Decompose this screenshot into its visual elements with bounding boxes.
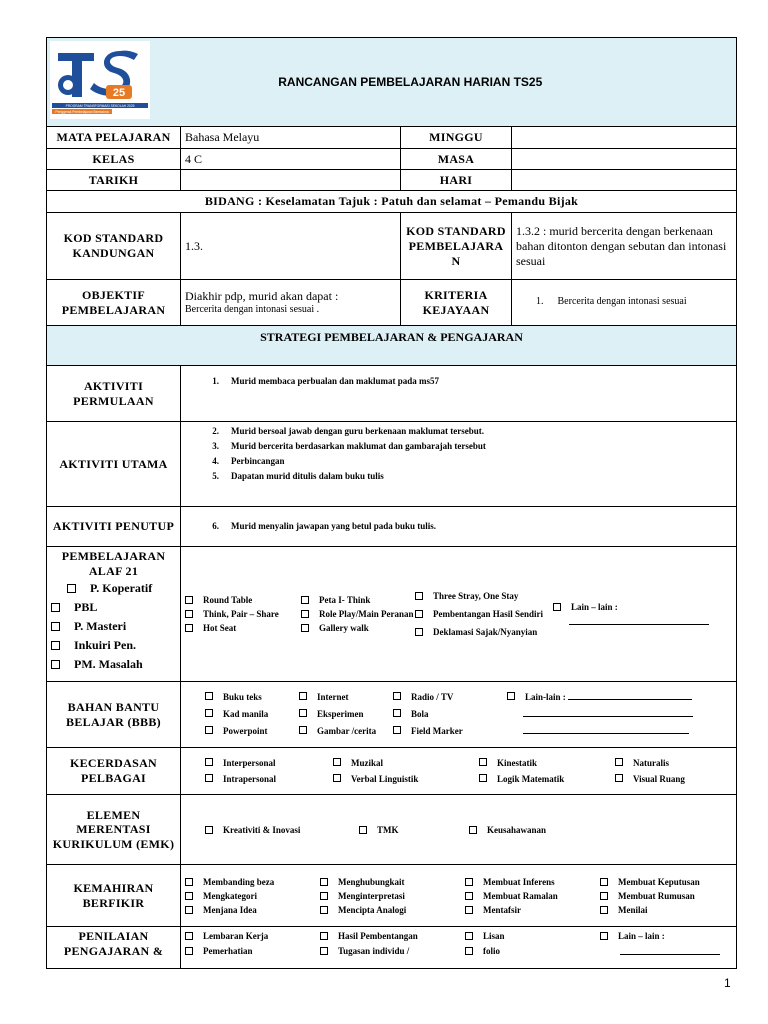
- value-tarikh[interactable]: [181, 170, 401, 191]
- checkbox-icon[interactable]: [615, 774, 623, 782]
- checkbox-icon[interactable]: [51, 660, 60, 669]
- alaf21-methods-cell: [181, 547, 737, 682]
- row-aktiviti-utama: [47, 422, 737, 507]
- checkbox-icon[interactable]: [393, 692, 401, 700]
- kb-membuat-rumusan[interactable]: Membuat Rumusan: [600, 889, 730, 903]
- checkbox-icon[interactable]: [185, 624, 193, 632]
- kecerdasan-grid: [205, 755, 732, 787]
- pn-lembaran-kerja[interactable]: Lembaran Kerja: [185, 929, 320, 944]
- kb-membanding-beza[interactable]: Membanding beza: [185, 875, 320, 889]
- bidang-text: BIDANG : Keselamatan Tajuk : Patuh dan selamat – Pemandu Bijak: [47, 191, 737, 213]
- bbb-lain-lain[interactable]: Lain-lain :: [507, 689, 727, 706]
- kb-menjana-idea[interactable]: Menjana Idea: [185, 903, 320, 917]
- kb-membuat-inferens[interactable]: Membuat Inferens: [465, 875, 600, 889]
- pn-hasil-pembentangan[interactable]: Hasil Pembentangan: [320, 929, 465, 944]
- pn-pemerhatian[interactable]: Pemerhatian: [185, 944, 320, 959]
- bbb-eksperimen[interactable]: Eksperimen: [299, 706, 393, 723]
- bbb-col-2: [299, 689, 393, 740]
- label-penilaian: PENILAIAN PENGAJARAN &: [47, 927, 181, 969]
- checkbox-icon[interactable]: [185, 947, 193, 955]
- bbb-buku-teks[interactable]: Buku teks: [205, 689, 299, 706]
- kp-intrapersonal[interactable]: Intrapersonal: [205, 771, 333, 787]
- checkbox-icon[interactable]: [393, 709, 401, 717]
- value-minggu[interactable]: [512, 127, 737, 149]
- kemahiran-cell: [181, 865, 737, 927]
- kp-kinestatik[interactable]: Kinestatik: [479, 755, 615, 771]
- checkbox-icon[interactable]: [299, 692, 307, 700]
- list-item: 4. Perbincangan: [212, 456, 285, 466]
- checkbox-icon[interactable]: [479, 774, 487, 782]
- method-think-pair-share[interactable]: Think, Pair – Share: [185, 607, 301, 621]
- checkbox-icon[interactable]: [415, 592, 423, 600]
- aktiviti-penutup-cell[interactable]: [181, 507, 737, 547]
- aktiviti-permulaan-cell[interactable]: [181, 366, 737, 422]
- row-aktiviti-penutup: [47, 507, 737, 547]
- checkbox-icon[interactable]: [333, 774, 341, 782]
- label-kelas: KELAS: [47, 149, 181, 170]
- kecerdasan-cell: [181, 748, 737, 795]
- kemahiran-col-1: [185, 875, 320, 917]
- bbb-kad-manila[interactable]: Kad manila: [205, 706, 299, 723]
- option-p-masteri[interactable]: P. Masteri: [51, 617, 176, 636]
- alaf21-label-1: PEMBELAJARAN: [61, 549, 166, 563]
- checkbox-icon[interactable]: [301, 610, 309, 618]
- emk-cell: [181, 795, 737, 865]
- bbb-col-4: [507, 689, 727, 740]
- value-mata-pelajaran[interactable]: Bahasa Melayu: [181, 127, 401, 149]
- checkbox-icon[interactable]: [465, 906, 473, 914]
- method-pembentangan[interactable]: Pembentangan Hasil Sendiri: [415, 607, 553, 621]
- list-item: 6. Murid menyalin jawapan yang betul pada buku tulis.: [212, 521, 437, 531]
- methods-col-1: [185, 593, 301, 635]
- kb-menginterpretasi[interactable]: Menginterpretasi: [320, 889, 465, 903]
- value-objektif[interactable]: [181, 280, 401, 326]
- kp-naturalis[interactable]: Naturalis: [615, 755, 725, 771]
- checkbox-icon[interactable]: [507, 692, 515, 700]
- label-minggu: MINGGU: [401, 127, 512, 149]
- method-deklamasi[interactable]: Deklamasi Sajak/Nyanyian: [415, 625, 553, 639]
- kemahiran-col-2: [320, 875, 465, 917]
- logo-cell: [47, 38, 181, 127]
- checkbox-icon[interactable]: [333, 758, 341, 766]
- row-kemahiran: [47, 865, 737, 927]
- objektif-line-1: Diakhir pdp, murid akan dapat :: [185, 288, 339, 303]
- value-kod-standard-pembelajaran[interactable]: 1.3.2 : murid bercerita dengan berkenaan bahan ditonton dengan sebutan dan intonasi sesuai: [512, 213, 737, 280]
- penilaian-cell: [181, 927, 737, 969]
- checkbox-icon[interactable]: [301, 624, 309, 632]
- bbb-col-3: [393, 689, 507, 740]
- bbb-cell: [181, 682, 737, 748]
- checkbox-icon[interactable]: [185, 596, 193, 604]
- emk-grid: [205, 823, 732, 837]
- kecerdasan-col-3: [479, 755, 615, 787]
- emk-tmk[interactable]: TMK: [359, 823, 469, 837]
- checkbox-icon[interactable]: [469, 826, 477, 834]
- value-kriteria[interactable]: [512, 280, 737, 326]
- kriteria-text: Bercerita dengan intonasi sesuai: [557, 296, 687, 308]
- row-emk: [47, 795, 737, 865]
- label-mata-pelajaran: MATA PELAJARAN: [47, 127, 181, 149]
- row-kecerdasan: [47, 748, 737, 795]
- kecerdasan-col-2: [333, 755, 479, 787]
- label-kod-standard-pembelajaran: KOD STANDARD PEMBELAJARA N: [401, 213, 512, 280]
- kb-membuat-ramalan[interactable]: Membuat Ramalan: [465, 889, 600, 903]
- label-aktiviti-permulaan: AKTIVITI PERMULAAN: [47, 366, 181, 422]
- kp-logik-matematik[interactable]: Logik Matematik: [479, 771, 615, 787]
- row-mata-pelajaran: [47, 127, 737, 149]
- kriteria-number: 1.: [536, 296, 544, 308]
- methods-col-4: [553, 600, 723, 629]
- value-kod-standard-kandungan[interactable]: 1.3.: [181, 213, 401, 280]
- label-kod-standard-kandungan: KOD STANDARD KANDUNGAN: [47, 213, 181, 280]
- checkbox-icon[interactable]: [301, 596, 309, 604]
- checkbox-icon[interactable]: [205, 692, 213, 700]
- pn-lain-lain[interactable]: Lain – lain :: [600, 929, 730, 944]
- option-p-koperatif[interactable]: P. Koperatif: [51, 579, 176, 598]
- label-tarikh: TARIKH: [47, 170, 181, 191]
- penilaian-col-4: [600, 929, 730, 960]
- logo-caption-1: PROGRAM TRANSFORMASI SEKOLAH 2025: [65, 104, 135, 108]
- list-item: 2. Murid bersoal jawab dengan guru berkenaan maklumat tersebut.: [212, 426, 485, 436]
- checkbox-icon[interactable]: [465, 947, 473, 955]
- checkbox-icon[interactable]: [185, 610, 193, 618]
- logo-badge-number: 25: [112, 87, 126, 99]
- alaf21-label-cell: [47, 547, 181, 682]
- aktiviti-utama-list: [197, 424, 732, 484]
- list-item: 3. Murid bercerita berdasarkan maklumat dan gambarajah tersebut: [212, 441, 486, 451]
- checkbox-icon[interactable]: [600, 932, 608, 940]
- kb-mengkategori[interactable]: Mengkategori: [185, 889, 320, 903]
- checkbox-icon[interactable]: [600, 892, 608, 900]
- penilaian-col-3: [465, 929, 600, 960]
- checkbox-icon[interactable]: [51, 603, 60, 612]
- option-inkuiri[interactable]: Inkuiri Pen.: [51, 636, 176, 655]
- objektif-line-2: Bercerita dengan intonasi sesuai .: [185, 303, 320, 315]
- row-aktiviti-permulaan: [47, 366, 737, 422]
- method-gallery-walk[interactable]: Gallery walk: [301, 621, 415, 635]
- option-pm-masalah[interactable]: PM. Masalah: [51, 655, 176, 674]
- label-kemahiran: KEMAHIRAN BERFIKIR: [47, 865, 181, 927]
- ts25-logo-icon: [50, 41, 150, 119]
- checkbox-icon[interactable]: [320, 932, 328, 940]
- bbb-gambar-cerita[interactable]: Gambar /cerita: [299, 723, 393, 740]
- lain-lain-line[interactable]: [553, 614, 723, 629]
- page-number: 1: [724, 976, 731, 990]
- method-round-table[interactable]: Round Table: [185, 593, 301, 607]
- checkbox-icon[interactable]: [615, 758, 623, 766]
- list-item: 5. Dapatan murid ditulis dalam buku tulis: [212, 471, 384, 481]
- bbb-line-2[interactable]: [507, 706, 727, 723]
- strategi-title: STRATEGI PEMBELAJARAN & PENGAJARAN: [47, 326, 737, 366]
- list-item: 1. Murid membaca perbualan dan maklumat pada ms57: [212, 376, 440, 386]
- kemahiran-col-3: [465, 875, 600, 917]
- kp-verbal-linguistik[interactable]: Verbal Linguistik: [333, 771, 479, 787]
- checkbox-icon[interactable]: [185, 906, 193, 914]
- method-hot-seat[interactable]: Hot Seat: [185, 621, 301, 635]
- aktiviti-utama-cell[interactable]: [181, 422, 737, 507]
- checkbox-icon[interactable]: [205, 709, 213, 717]
- label-masa: MASA: [401, 149, 512, 170]
- checkbox-icon[interactable]: [185, 892, 193, 900]
- bbb-field-marker[interactable]: Field Marker: [393, 723, 507, 740]
- checkbox-icon[interactable]: [553, 603, 561, 611]
- checkbox-icon[interactable]: [205, 758, 213, 766]
- kecerdasan-col-4: [615, 755, 725, 787]
- kemahiran-col-4: [600, 875, 730, 917]
- kp-muzikal[interactable]: Muzikal: [333, 755, 479, 771]
- bbb-internet[interactable]: Internet: [299, 689, 393, 706]
- checkbox-icon[interactable]: [465, 878, 473, 886]
- value-masa[interactable]: [512, 149, 737, 170]
- row-kod-standard: [47, 213, 737, 280]
- row-bbb: [47, 682, 737, 748]
- checkbox-icon[interactable]: [299, 726, 307, 734]
- row-bidang: [47, 191, 737, 213]
- method-lain-lain[interactable]: Lain – lain :: [553, 600, 723, 614]
- bbb-powerpoint[interactable]: Powerpoint: [205, 723, 299, 740]
- logo-caption-2: Penggerak Pembelajaran Bermakna: [55, 110, 109, 114]
- checkbox-icon[interactable]: [320, 906, 328, 914]
- checkbox-icon[interactable]: [320, 878, 328, 886]
- methods-col-3: [415, 589, 553, 639]
- alaf21-label-2: ALAF 21: [88, 564, 139, 578]
- checkbox-icon[interactable]: [205, 726, 213, 734]
- kb-membuat-keputusan[interactable]: Membuat Keputusan: [600, 875, 730, 889]
- checkbox-icon[interactable]: [205, 826, 213, 834]
- label-objektif: OBJEKTIF PEMBELAJARAN: [47, 280, 181, 326]
- checkbox-icon[interactable]: [465, 932, 473, 940]
- row-tarikh: [47, 170, 737, 191]
- checkbox-icon[interactable]: [185, 932, 193, 940]
- label-aktiviti-utama: AKTIVITI UTAMA: [47, 422, 181, 507]
- emk-kreativiti[interactable]: Kreativiti & Inovasi: [205, 823, 359, 837]
- checkbox-icon[interactable]: [600, 878, 608, 886]
- label-emk: ELEMEN MERENTASI KURIKULUM (EMK): [47, 795, 181, 865]
- penilaian-grid: [185, 929, 732, 960]
- value-hari[interactable]: [512, 170, 737, 191]
- label-bbb: BAHAN BANTU BELAJAR (BBB): [47, 682, 181, 748]
- label-aktiviti-penutup: AKTIVITI PENUTUP: [47, 507, 181, 547]
- label-kecerdasan: KECERDASAN PELBAGAI: [47, 748, 181, 795]
- checkbox-icon[interactable]: [51, 641, 60, 650]
- option-pbl[interactable]: PBL: [51, 598, 176, 617]
- pn-lisan[interactable]: Lisan: [465, 929, 600, 944]
- kemahiran-grid: [185, 875, 732, 917]
- method-three-stray[interactable]: Three Stray, One Stay: [415, 589, 553, 603]
- page-title: RANCANGAN PEMBELAJARAN HARIAN TS25: [181, 38, 737, 127]
- checkbox-icon[interactable]: [600, 906, 608, 914]
- row-objektif: [47, 280, 737, 326]
- bbb-radio-tv[interactable]: Radio / TV: [393, 689, 507, 706]
- pn-folio[interactable]: folio: [465, 944, 600, 959]
- bbb-bola[interactable]: Bola: [393, 706, 507, 723]
- checkbox-icon[interactable]: [185, 878, 193, 886]
- checkbox-icon[interactable]: [205, 774, 213, 782]
- pn-tugasan-individu[interactable]: Tugasan individu /: [320, 944, 465, 959]
- method-peta-i-think[interactable]: Peta I- Think: [301, 593, 415, 607]
- bbb-col-1: [205, 689, 299, 740]
- aktiviti-permulaan-list: [197, 374, 732, 389]
- alaf21-options: [51, 579, 176, 674]
- penilaian-col-1: [185, 929, 320, 960]
- rph-table: [46, 37, 737, 969]
- kecerdasan-col-1: [205, 755, 333, 787]
- kb-menghubungkait[interactable]: Menghubungkait: [320, 875, 465, 889]
- row-alaf21: [47, 547, 737, 682]
- methods-col-2: [301, 593, 415, 635]
- checkbox-icon[interactable]: [479, 758, 487, 766]
- bbb-line-3[interactable]: [507, 723, 727, 740]
- checkbox-icon[interactable]: [359, 826, 367, 834]
- kb-mentafsir[interactable]: Mentafsir: [465, 903, 600, 917]
- checkbox-icon[interactable]: [465, 892, 473, 900]
- alaf21-methods-grid: [185, 589, 732, 639]
- kp-visual-ruang[interactable]: Visual Ruang: [615, 771, 725, 787]
- emk-keusahawanan[interactable]: Keusahawanan: [469, 823, 619, 837]
- bbb-grid: [205, 689, 732, 740]
- checkbox-icon[interactable]: [393, 726, 401, 734]
- checkbox-icon[interactable]: [67, 584, 76, 593]
- value-kelas[interactable]: 4 C: [181, 149, 401, 170]
- kb-mencipta-analogi[interactable]: Mencipta Analogi: [320, 903, 465, 917]
- row-kelas: [47, 149, 737, 170]
- checkbox-icon[interactable]: [415, 610, 423, 618]
- pn-lain-line[interactable]: [600, 944, 730, 960]
- row-strategi: [47, 326, 737, 366]
- method-role-play[interactable]: Role Play/Main Peranan: [301, 607, 415, 621]
- kb-menilai[interactable]: Menilai: [600, 903, 730, 917]
- label-kriteria: KRITERIA KEJAYAAN: [401, 280, 512, 326]
- aktiviti-penutup-list: [197, 519, 732, 534]
- label-hari: HARI: [401, 170, 512, 191]
- header-row: [47, 38, 737, 127]
- checkbox-icon[interactable]: [51, 622, 60, 631]
- checkbox-icon[interactable]: [299, 709, 307, 717]
- rph-sheet: [46, 37, 736, 969]
- checkbox-icon[interactable]: [415, 628, 423, 636]
- penilaian-col-2: [320, 929, 465, 960]
- checkbox-icon[interactable]: [320, 947, 328, 955]
- kp-interpersonal[interactable]: Interpersonal: [205, 755, 333, 771]
- checkbox-icon[interactable]: [320, 892, 328, 900]
- row-penilaian: [47, 927, 737, 969]
